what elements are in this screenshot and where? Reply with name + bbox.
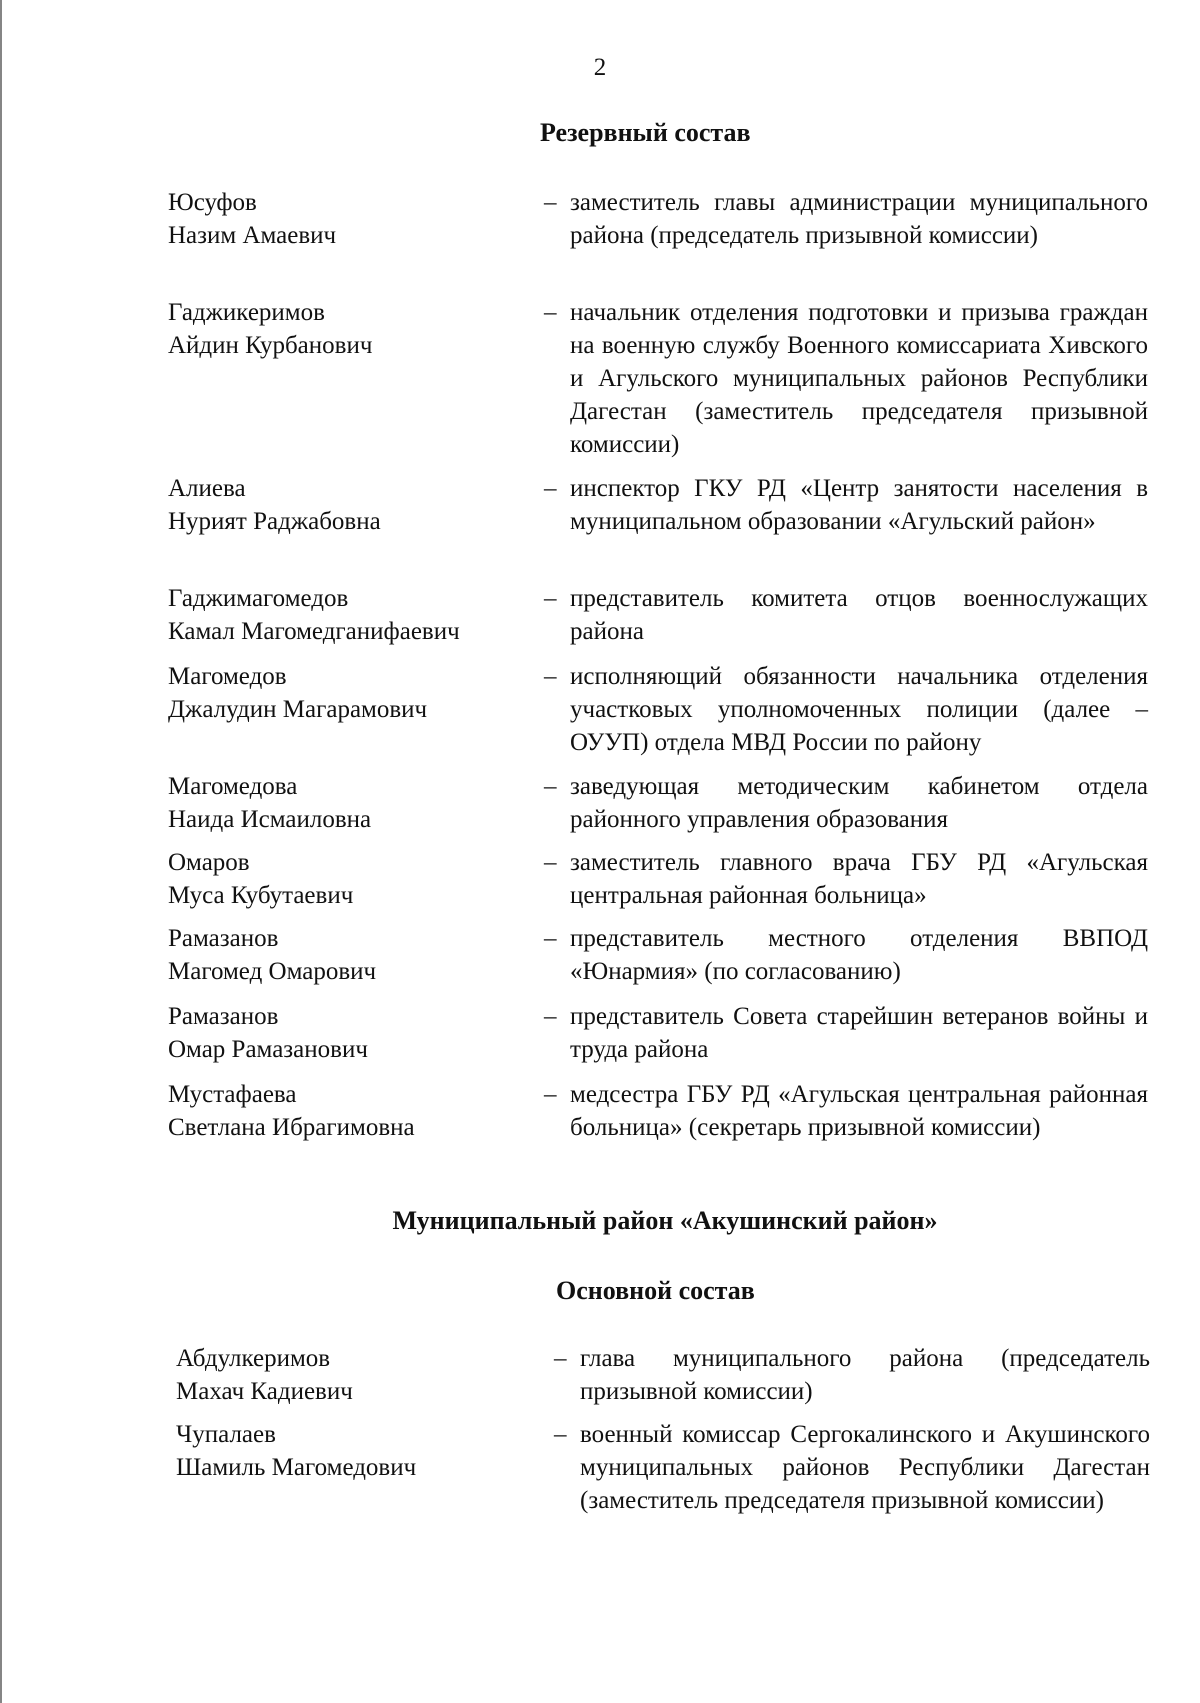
person-given-name: Магомед Омарович — [168, 958, 377, 985]
person-surname: Магомедов — [168, 663, 287, 690]
person-surname: Юсуфов — [168, 189, 257, 216]
person-name — [176, 1342, 556, 1408]
person-role: – представитель комитета отцов военнослужащих района — [570, 582, 1148, 648]
person-surname: Магомедова — [168, 773, 298, 800]
person-surname: Гаджимагомедов — [168, 585, 349, 612]
person-name — [168, 582, 548, 648]
person-role: – исполняющий обязанности начальника отделения участковых уполномоченных полиции (далее – ОУУП) отдела МВД России по району — [570, 660, 1148, 759]
person-role: – военный комиссар Сергокалинского и Акушинского муниципальных районов Республики Дагестан (заместитель председателя призывной комиссии) — [580, 1418, 1150, 1517]
person-given-name: Нурият Раджабовна — [168, 508, 381, 535]
person-name — [176, 1418, 556, 1484]
main-heading: Основной состав — [556, 1276, 755, 1305]
reserve-heading: Резервный состав — [540, 118, 751, 147]
person-given-name: Наида Исмаиловна — [168, 806, 372, 833]
person-name — [168, 1000, 548, 1066]
person-given-name: Шамиль Магомедович — [176, 1454, 417, 1481]
person-given-name: Светлана Ибрагимовна — [168, 1114, 415, 1141]
person-surname: Омаров — [168, 849, 250, 876]
person-given-name: Назим Амаевич — [168, 222, 337, 249]
person-name — [168, 472, 548, 538]
person-given-name: Махач Кадиевич — [176, 1378, 353, 1405]
person-role: – глава муниципального района (председатель призывной комиссии) — [580, 1342, 1150, 1408]
page-number: 2 — [593, 54, 607, 81]
person-name — [168, 922, 548, 988]
person-role: – представитель местного отделения ВВПОД «Юнармия» (по согласованию) — [570, 922, 1148, 988]
person-given-name: Омар Рамазанович — [168, 1036, 368, 1063]
person-name — [168, 846, 548, 912]
person-surname: Рамазанов — [168, 1003, 279, 1030]
person-surname: Чупалаев — [176, 1421, 276, 1448]
person-name — [168, 1078, 548, 1144]
person-name — [168, 296, 548, 362]
person-role: – заместитель главного врача ГБУ РД «Агульская центральная районная больница» — [570, 846, 1148, 912]
person-given-name: Камал Магомедганифаевич — [168, 618, 460, 645]
person-surname: Рамазанов — [168, 925, 279, 952]
person-role: – заведующая методическим кабинетом отдела районного управления образования — [570, 770, 1148, 836]
person-surname: Гаджикеримов — [168, 299, 325, 326]
person-name — [168, 770, 548, 836]
person-name — [168, 186, 548, 252]
page-edge-mark — [0, 0, 8, 1703]
person-role: – инспектор ГКУ РД «Центр занятости населения в муниципальном образовании «Агульский район» — [570, 472, 1148, 538]
person-role: – начальник отделения подготовки и призыва граждан на военную службу Военного комиссариата Хивского и Агульского муниципальных районов Республики Дагестан (заместитель председателя призывной комиссии) — [570, 296, 1148, 461]
person-given-name: Джалудин Магарамович — [168, 696, 428, 723]
person-role: – заместитель главы администрации муниципального района (председатель призывной комиссии) — [570, 186, 1148, 252]
district-heading: Муниципальный район «Акушинский район» — [392, 1206, 938, 1235]
person-surname: Мустафаева — [168, 1081, 297, 1108]
person-given-name: Айдин Курбанович — [168, 332, 373, 359]
person-role: – медсестра ГБУ РД «Агульская центральная районная больница» (секретарь призывной комиссии) — [570, 1078, 1148, 1144]
person-surname: Алиева — [168, 475, 246, 502]
person-role: – представитель Совета старейшин ветеранов войны и труда района — [570, 1000, 1148, 1066]
person-name — [168, 660, 548, 726]
person-surname: Абдулкеримов — [176, 1345, 331, 1372]
person-given-name: Муса Кубутаевич — [168, 882, 354, 909]
